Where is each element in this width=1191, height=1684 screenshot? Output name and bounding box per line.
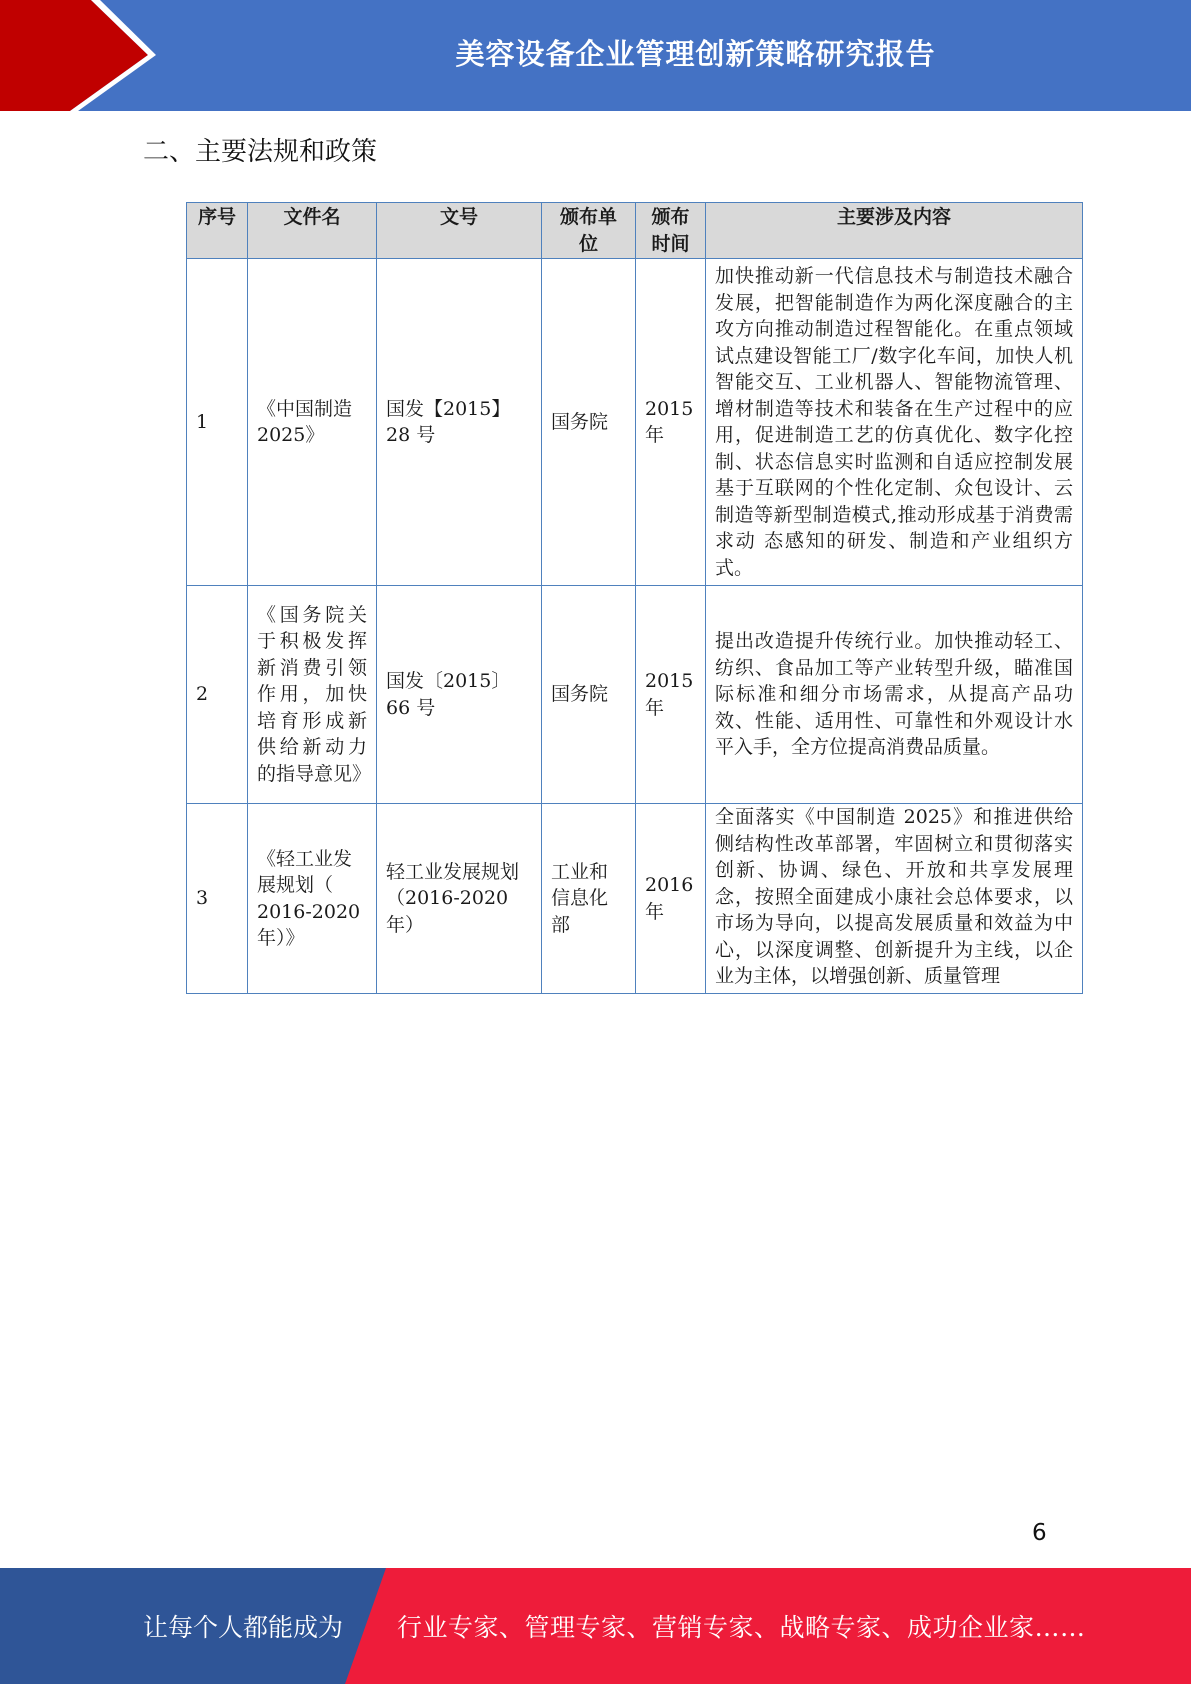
column-header-no: 序号 (187, 203, 248, 259)
cell-issuer: 工业和信息化部 (542, 804, 636, 994)
cell-doc-no: 国发【2015】28 号 (377, 259, 542, 586)
page-footer (0, 1568, 1191, 1684)
table-row (187, 586, 1083, 804)
cell-issuer: 国务院 (542, 259, 636, 586)
column-header-issuer: 颁布单位 (542, 203, 636, 259)
cell-no: 1 (187, 259, 248, 586)
cell-name: 《中国制造 2025》 (248, 259, 377, 586)
cell-content: 全面落实《中国制造 2025》和推进供给侧结构性改革部署，牢固树立和贯彻落实创新、协调、绿色、开放和共享发展理念，按照全面建成小康社会总体要求，以市场为导向，以提高发展质量和效益为中心，以深度调整、创新提升为主线，以企业为主体，以增强创新、质量管理 (706, 804, 1083, 994)
cell-date: 2016 年 (636, 804, 706, 994)
page-number: 6 (1032, 1520, 1047, 1546)
cell-doc-no: 国发〔2015〕66 号 (377, 586, 542, 804)
table-header-row (187, 203, 1083, 259)
cell-doc-no: 轻工业发展规划（2016-2020 年） (377, 804, 542, 994)
column-header-name: 文件名 (248, 203, 377, 259)
table-row (187, 259, 1083, 586)
cell-content: 加快推动新一代信息技术与制造技术融合发展，把智能制造作为两化深度融合的主攻方向推动制造过程智能化。在重点领域试点建设智能工厂/数字化车间，加快人机智能交互、工业机器人、智能物流管理、增材制造等技术和装备在生产过程中的应用，促进制造工艺的仿真优化、数字化控制、状态信息实时监测和自适应控制发展基于互联网的个性化定制、众包设计、云制造等新型制造模式,推动形成基于消费需求动 态感知的研发、制造和产业组织方式。 (706, 259, 1083, 586)
section-heading: 二、主要法规和政策 (143, 137, 378, 167)
cell-date: 2015 年 (636, 586, 706, 804)
policy-table (186, 202, 1083, 994)
table-row (187, 804, 1083, 994)
column-header-doc-no: 文号 (377, 203, 542, 259)
cell-name: 《轻工业发展规划（ 2016-2020 年）》 (248, 804, 377, 994)
column-header-date: 颁布时间 (636, 203, 706, 259)
page-header (0, 0, 1191, 111)
footer-slogan-left: 让每个人都能成为 (143, 1613, 344, 1642)
cell-no: 2 (187, 586, 248, 804)
cell-issuer: 国务院 (542, 586, 636, 804)
cell-content: 提出改造提升传统行业。加快推动轻工、纺织、食品加工等产业转型升级，瞄准国际标准和细分市场需求，从提高产品功效、性能、适用性、可靠性和外观设计水平入手，全方位提高消费品质量。 (706, 586, 1083, 804)
cell-no: 3 (187, 804, 248, 994)
column-header-content: 主要涉及内容 (706, 203, 1083, 259)
report-title: 美容设备企业管理创新策略研究报告 (455, 36, 936, 71)
cell-name: 《国务院关于积极发挥新消费引领作用，加快培育形成新供给新动力的指导意见》 (248, 586, 377, 804)
footer-slogan-right: 行业专家、管理专家、营销专家、战略专家、成功企业家…… (397, 1613, 1086, 1642)
cell-date: 2015 年 (636, 259, 706, 586)
